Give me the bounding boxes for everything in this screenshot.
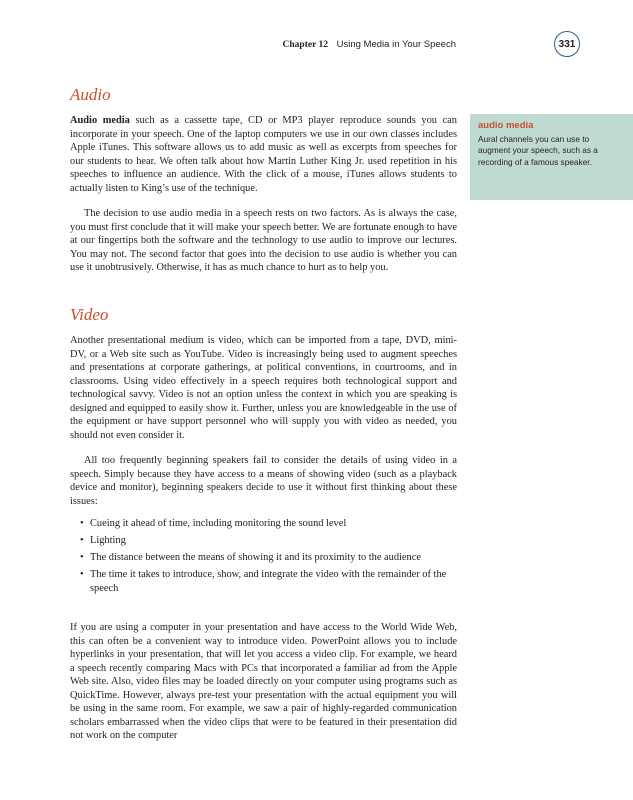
video-issues-list (80, 517, 455, 599)
list-item: • The distance between the means of showing it and its proximity to the audience (80, 552, 421, 563)
section-heading-audio: Audio (70, 85, 111, 104)
audio-media-term: Audio media (70, 115, 130, 126)
audio-paragraph-1 (70, 114, 457, 195)
page-number: 331 (554, 31, 580, 57)
glossary-term: audio media (478, 120, 534, 131)
video-paragraph-3: If you are using a computer in your presentation and have access to the World Wide Web, this can often be a convenient way to introduce video. PowerPoint allows you to include hyperlinks in your presentation, that will let you access a video clip. For example, we heard a speech recently comparing Macs with PCs that incorporated a familiar ad from the Apple Web site. Also, video files may be loaded directly on your computer using programs such as QuickTime. However, always pre-test your presentation with the actual equipment you will be using in the same room. For example, we saw a pair of highly-regarded communication scholars embarrassed when the video clips that were to be featured in their presentation did not work on the computer (70, 622, 457, 741)
section-heading-video: Video (70, 305, 109, 324)
running-head (283, 39, 456, 50)
video-paragraph-2: All too frequently beginning speakers fail to consider the details of using video in a speech. Simply because they have access to a means of showing video (such as a playback device and monitor), beginning speakers decide to use it without first thinking about these issues: (70, 455, 457, 507)
list-item: • Lighting (80, 535, 126, 546)
video-paragraph-1: Another presentational medium is video, which can be imported from a tape, DVD, mini-DV, or a Web site such as YouTube. Video is increasingly being used to augment speeches and presentations at corporate gatherings, at political conventions, in courtrooms, and in classrooms. Using video effectively in a speech requires both technological support and technological savvy. Video is not an option unless the context in which you are speaking is designed and equipped to easily show it. Further, unless you are knowledgeable in the use of the equipment or have support personnel who will supply you with video as needed, you should not even consider it. (70, 335, 457, 441)
list-item: • Cueing it ahead of time, including monitoring the sound level (80, 518, 347, 529)
glossary-sidebar (470, 114, 633, 200)
audio-paragraph-2: The decision to use audio media in a speech rests on two factors. As is always the case, you must first conclude that it will make your speech better. We are fortunate enough to have at our fingertips both the software and the technology to use audio to improve our lectures. You may not. The second factor that goes into the decision to use audio is whether you can use it unobtrusively. Otherwise, it has as much chance to hurt as to help you. (70, 208, 457, 273)
chapter-label: Chapter 12 (282, 40, 328, 50)
glossary-definition: Aural channels you can use to augment your speech, such as a recording of a famous speaker. (478, 134, 598, 167)
chapter-title: Using Media in Your Speech (336, 39, 456, 50)
audio-paragraph-1-text: such as a cassette tape, CD or MP3 player reproduce sounds you can incorporate in your speech. One of the laptop computers we use in our own classes includes Apple iTunes. This software allows us to add music as well as excerpts from speeches for our students to hear. We often talk about how Martin Luther King Jr. used repetition in his speeches to influence an audience. With the click of a mouse, iTunes allows students to actually listen to King’s use of the technique. (70, 115, 457, 194)
list-item: • The time it takes to introduce, show, and integrate the video with the remainder of the speech (80, 569, 447, 594)
